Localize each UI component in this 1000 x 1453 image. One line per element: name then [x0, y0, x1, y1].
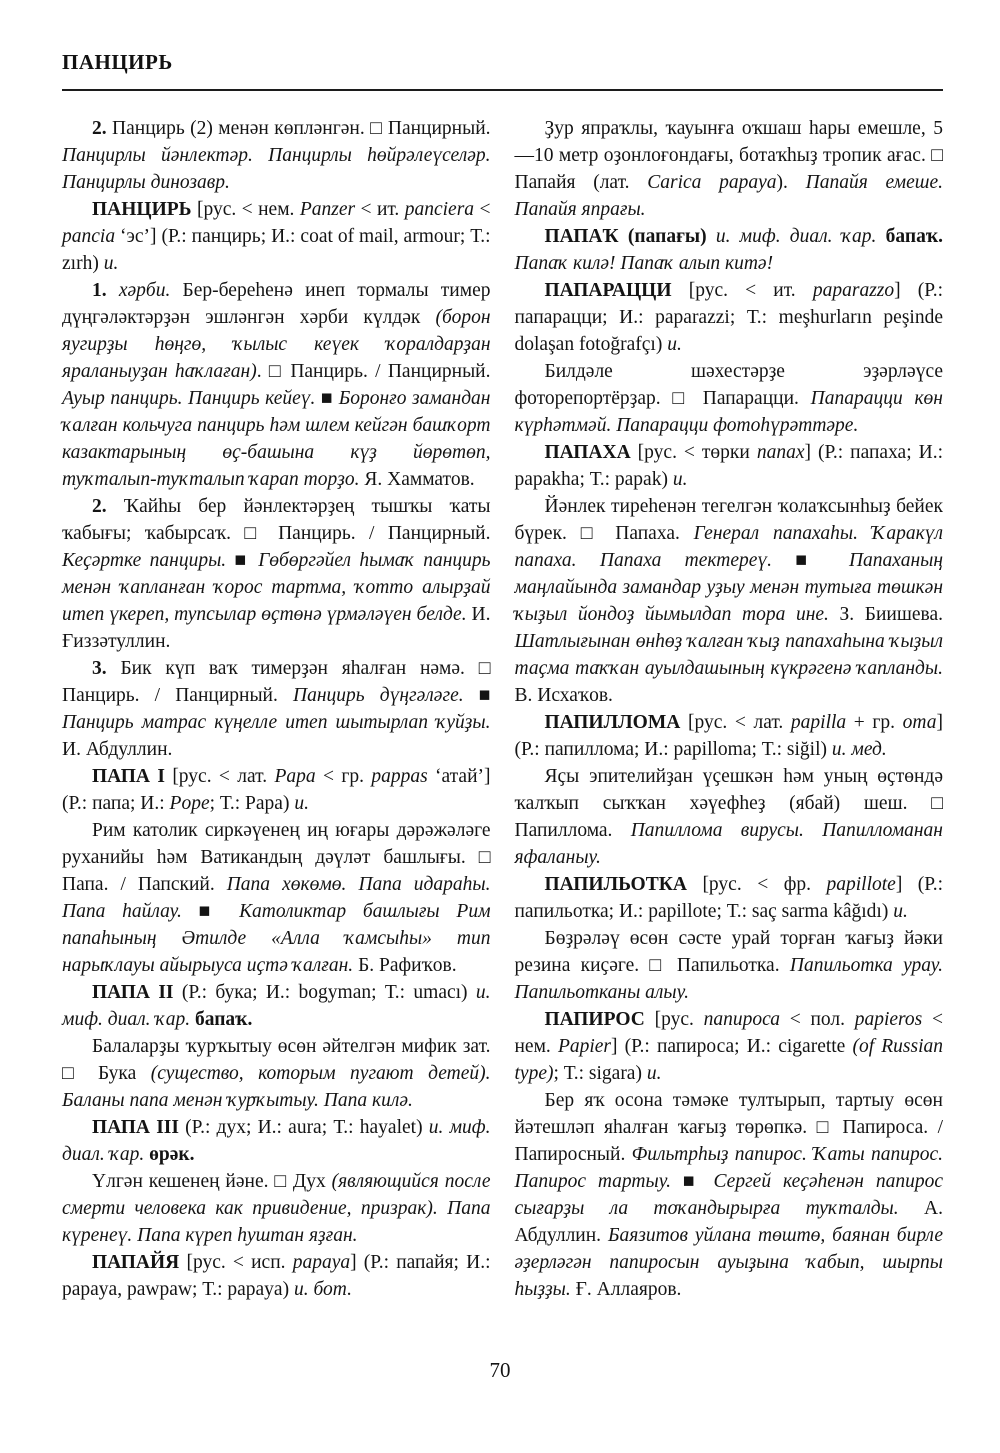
running-head: ПАНЦИРЬ	[62, 50, 173, 74]
text-run: Панцирь (2) менән көпләнгән. □ Панцирный.	[112, 118, 491, 139]
text-run: и.	[294, 793, 309, 814]
text-run: [рус. < нем.	[196, 199, 300, 220]
text-run: Carica papaya	[647, 172, 777, 193]
text-run: ] (Р.: папайя; И.: papaya, pawpaw; Т.: papaya)	[62, 1252, 491, 1300]
paragraph	[515, 115, 944, 223]
text-run: Бер-береһенә инеп тормалы тимер дүңгәләктәрҙән эшләнгән хәрби күлдәк	[62, 280, 491, 328]
text-run: Баязитов уйлана төштө, баянан бирле әҙерләгән папиросын ауыҙына ҡабып, шырпы һыҙҙы.	[514, 1225, 943, 1300]
text-run: Б. Рафиҡов.	[358, 955, 457, 976]
text-run: [рус. < ит.	[688, 280, 813, 301]
text-run: [рус. < лат.	[172, 766, 275, 787]
text-run: Papier	[557, 1036, 612, 1057]
text-run: ПАПА III	[92, 1117, 186, 1138]
text-run: ПАПАХА	[544, 442, 638, 463]
text-run: и.	[103, 253, 119, 274]
text-run: и.	[672, 469, 688, 490]
text-run: pancia	[62, 226, 116, 247]
paragraph	[515, 763, 944, 871]
text-run: Балаларҙы ҡурҡытыу өсөн әйтелгән мифик зат. □ Бука	[62, 1036, 491, 1084]
text-run: өрәк.	[149, 1144, 195, 1165]
text-run: ; Т.: sigara)	[553, 1063, 647, 1084]
text-run: ПАПИЛЛОМА	[544, 712, 688, 733]
paragraph	[515, 223, 944, 277]
text-run: [рус.	[654, 1009, 704, 1030]
text-run: ПАПИЛЬОТКА	[544, 874, 703, 895]
paragraph	[515, 1087, 944, 1303]
text-run: Ғ. Аллаяров.	[575, 1279, 682, 1300]
text-run: ‘атай’] (Р.: папа; И.:	[62, 766, 491, 814]
text-run: pappas	[371, 766, 428, 787]
text-run: Боронғо замандан ҡалған кольчуга панцирь һәм шлем кейгән башҡорт казактарының өҫ-башына күҙ йөрөтөп, туҡталып-туҡталып ҡарап торҙо.	[62, 388, 491, 490]
text-run: и. мед.	[831, 739, 887, 760]
text-run: [рус. < исп.	[186, 1252, 293, 1273]
text-run: Я. Хамматов.	[364, 469, 475, 490]
text-run: Папаханың маңлайында замандар уҙыу менән тутыға төшкән ҡыҙыл йондоҙ йымылдап тора ине.	[514, 550, 944, 625]
text-run: и. бот.	[293, 1279, 352, 1300]
text-run: Папа хөкөмө. Папа идараһы. Папа һайлау.	[62, 874, 491, 922]
text-run: Папарацци көн күрһәтмәй. Папарацци фотоһүрәттәре.	[514, 388, 943, 436]
text-run: ■	[478, 685, 491, 706]
paragraph	[62, 196, 491, 277]
paragraph	[62, 1168, 491, 1249]
text-run: Ҙур япраҡлы, ҡауынға оҡшаш һары емешле, 5—10 метр оҙонлоғондағы, ботаҡһыҙ тропик ағас. □ Папайя (лат.	[514, 118, 943, 193]
text-run: Панцирлы йәнлектәр. Панцирлы һөйрәлеүселәр. Панцирлы динозавр.	[62, 145, 491, 193]
text-run: Панцирь матрас күңелле итеп шытырлап ҡуйҙы.	[62, 712, 491, 733]
text-run: З. Биишева.	[839, 604, 943, 625]
text-run: ПАПА I	[92, 766, 173, 787]
paragraph	[62, 763, 491, 817]
paragraph	[515, 709, 944, 763]
page-number: 70	[489, 1358, 511, 1382]
text-run: папироса	[703, 1009, 781, 1030]
text-run: Бик күп ваҡ тимерҙән яһалған нәмә. □ Панцирь. / Панцирный.	[62, 658, 491, 706]
text-run: Папильотка урау. Папильотканы алыу.	[514, 955, 944, 1003]
text-run: (of Russian type)	[514, 1036, 944, 1084]
text-run: папах	[756, 442, 805, 463]
paragraph	[62, 115, 491, 196]
text-run: ] (Р.: папиллома; И.: papilloma; Т.: siğil)	[514, 712, 943, 760]
paragraph	[515, 358, 944, 439]
text-run: Билдәле шәхестәрҙе эҙәрләүсе фоторепортёрҙар. □ Папарацци.	[514, 361, 943, 409]
text-run: Кеҫәртке панциры.	[62, 550, 235, 571]
text-run: Генерал папахаһы. Ҡаракүл папаха. Папаха тектереү.	[514, 523, 943, 571]
paragraph	[515, 439, 944, 493]
text-run: paparazzo	[812, 280, 895, 301]
text-run: Гөбөргәйел һымаҡ панцирь менән ҡапланған ҡорос тартма, ҡотто алырҙай итеп үкереп, тупсылар өҫтөнә үрмәләүен белде.	[62, 550, 491, 625]
text-run: и. миф. диал. ҡар.	[62, 982, 491, 1030]
text-run: ] (Р.: папильотка; И.: papillote; Т.: saç sarma kâğıdı)	[514, 874, 944, 922]
paragraph	[62, 1114, 491, 1168]
paragraph	[515, 493, 944, 709]
text-columns	[62, 115, 943, 1303]
text-run: ] (Р.: папаха; И.: papakha; Т.: papak)	[514, 442, 943, 490]
text-run: И. Ғиззәтуллин.	[62, 604, 491, 652]
text-run: [рус. < фр.	[702, 874, 827, 895]
text-run: ■	[198, 901, 240, 922]
paragraph	[515, 871, 944, 925]
text-run: ПАПИРОС	[544, 1009, 655, 1030]
text-run: ] (Р.: папироса; И.: cigarette	[611, 1036, 853, 1057]
text-run: < нем.	[514, 1009, 943, 1057]
text-run: Panzer	[299, 199, 356, 220]
text-run: [рус. < лат.	[687, 712, 791, 733]
text-run: Бер яҡ осона тәмәке тултырып, тартыу өсөн йәтешләп яһалған ҡағыҙ төрөпкә. □ Папироса. / Папиросный.	[514, 1090, 943, 1165]
text-run: хәрби.	[118, 280, 183, 301]
text-run: ПАПАРАЦЦИ	[544, 280, 689, 301]
text-run: ота	[902, 712, 937, 733]
text-run: ПАПА II	[92, 982, 182, 1003]
text-run: Бөҙрәләү өсөн сәсте урай торған ҡағыҙ йәки резина киҫәге. □ Папильотка.	[514, 928, 943, 976]
text-run: panciera	[404, 199, 475, 220]
text-run: И. Абдуллин.	[62, 739, 173, 760]
paragraph	[62, 1249, 491, 1303]
text-run: Шатлығынан өнһөҙ ҡалған ҡыҙ папахаһына ҡыҙыл таҫма таҡҡан ауылдашының күкрәгенә ҡапланды.	[514, 631, 943, 679]
text-run: Фильтрһыҙ папирос. Ҡаты папирос. Папирос тартыу.	[514, 1144, 943, 1192]
text-run: Ауыр панцирь. Панцирь кейеү.	[62, 388, 321, 409]
text-run: ] (Р.: папарацци; И.: paparazzi; Т.: meşhurların peşinde dolaşan fotoğrafçı)	[514, 280, 943, 355]
paragraph	[515, 277, 944, 358]
text-run: (борон яугирҙы һөңгө, ҡылыс кеүек ҡоралдарҙан яраланыуҙан һаҡлаған)	[62, 307, 491, 382]
text-run: papieros	[854, 1009, 923, 1030]
text-run: ПАПАЙЯ	[92, 1252, 187, 1273]
text-run: 2.	[92, 496, 124, 517]
text-run: 2.	[92, 118, 113, 139]
text-run: ■	[320, 388, 339, 409]
text-run: Рим католик сиркәүенең иң юғары дәрәжәләге руханийы һәм Ватикандың дәүләт башлығы. □ Папа. / Папский.	[62, 820, 491, 895]
text-run: бапаҡ.	[885, 226, 943, 247]
text-run: ■	[795, 550, 849, 571]
text-run: (Р.: дух; И.: aura; Т.: hayalet)	[185, 1117, 429, 1138]
text-run: Үлгән кешенең йәне. □ Дух	[92, 1171, 332, 1192]
text-run: < ит.	[355, 199, 405, 220]
text-run: papaya	[292, 1252, 351, 1273]
text-run: (являющийся после смерти человека как привидение, призрак). Папа күренеү. Папа күреп һуштан яҙған.	[62, 1171, 491, 1246]
paragraph	[515, 1006, 944, 1087]
text-run: Панцирь дүңгәләге.	[293, 685, 479, 706]
text-run: 1.	[92, 280, 119, 301]
paragraph	[62, 655, 491, 763]
text-run: А. Абдуллин.	[514, 1198, 943, 1246]
text-run: В. Исхаҡов.	[514, 685, 613, 706]
left-column	[62, 115, 491, 1303]
text-run: <	[474, 199, 491, 220]
text-run: (существо, которым пугают детей). Баланы папа менән ҡурҡытыу. Папа килә.	[62, 1063, 491, 1111]
text-run: Ҡайһы бер йәнлектәрҙең тышҡы ҡаты ҡабығы; ҡабырсаҡ. □ Панцирь. / Панцирный.	[62, 496, 491, 544]
text-run: Католиктар башлығы Рим папаһының Әтилде «Алла ҡамсыһы» тип нарыҡлауы айырыуса иҫтә ҡалған.	[62, 901, 491, 976]
text-run: и. миф. диал. ҡар.	[715, 226, 886, 247]
text-run: ■	[682, 1171, 714, 1192]
text-run: и.	[646, 1063, 662, 1084]
text-run: Papa	[274, 766, 316, 787]
text-run: ■	[234, 550, 259, 571]
text-run: Сергей кеҫәһенән папирос сығарҙы ла тоҡандырырға туҡталды.	[514, 1171, 943, 1219]
text-run: Яҫы эпителийҙан үҫешкән һәм уның өҫтөндә ҡалҡып сыҡҡан хәүефһеҙ (ябай) шеш. □ Папиллома.	[514, 766, 943, 841]
text-run: papilla	[790, 712, 847, 733]
right-column	[515, 115, 944, 1303]
text-run: Йәнлек тиреһенән тегелгән ҡолаҡсынһыҙ бейек бүрек. □ Папаха.	[514, 496, 943, 544]
text-run: ПАПАҠ (папағы)	[544, 226, 716, 247]
header-rule	[62, 89, 943, 91]
text-run: Папаҡ килә! Папаҡ алып китә!	[514, 253, 774, 274]
text-run: Папайя емеше. Папайя япрағы.	[514, 172, 943, 220]
paragraph	[62, 493, 491, 655]
text-run: papillote	[826, 874, 896, 895]
paragraph	[62, 817, 491, 979]
text-run: и.	[893, 901, 908, 922]
text-run: Pope	[169, 793, 210, 814]
text-run: 3.	[92, 658, 121, 679]
text-run: Папиллома вирусы. Папилломанан яфаланыу.	[514, 820, 943, 868]
text-run: [рус. < төрки	[637, 442, 757, 463]
text-run: . □ Панцирь. / Панцирный.	[256, 361, 491, 382]
text-run: бапаҡ.	[194, 1009, 253, 1030]
text-run: и. миф. диал. ҡар.	[62, 1117, 491, 1165]
text-run: ‘эс’] (Р.: панцирь; И.: coat of mail, armour; Т.: zırh)	[62, 226, 491, 274]
text-run: и.	[667, 334, 682, 355]
text-run: < гр.	[315, 766, 372, 787]
text-run: + гр.	[846, 712, 903, 733]
text-run: ).	[776, 172, 806, 193]
text-run: ПАНЦИРЬ	[92, 199, 197, 220]
text-run: (Р.: бука; И.: bogyman; Т.: umacı)	[181, 982, 476, 1003]
text-run: ; Т.: Papa)	[209, 793, 295, 814]
text-run: < пол.	[780, 1009, 855, 1030]
paragraph	[62, 277, 491, 493]
paragraph	[515, 925, 944, 1006]
paragraph	[62, 1033, 491, 1114]
paragraph	[62, 979, 491, 1033]
